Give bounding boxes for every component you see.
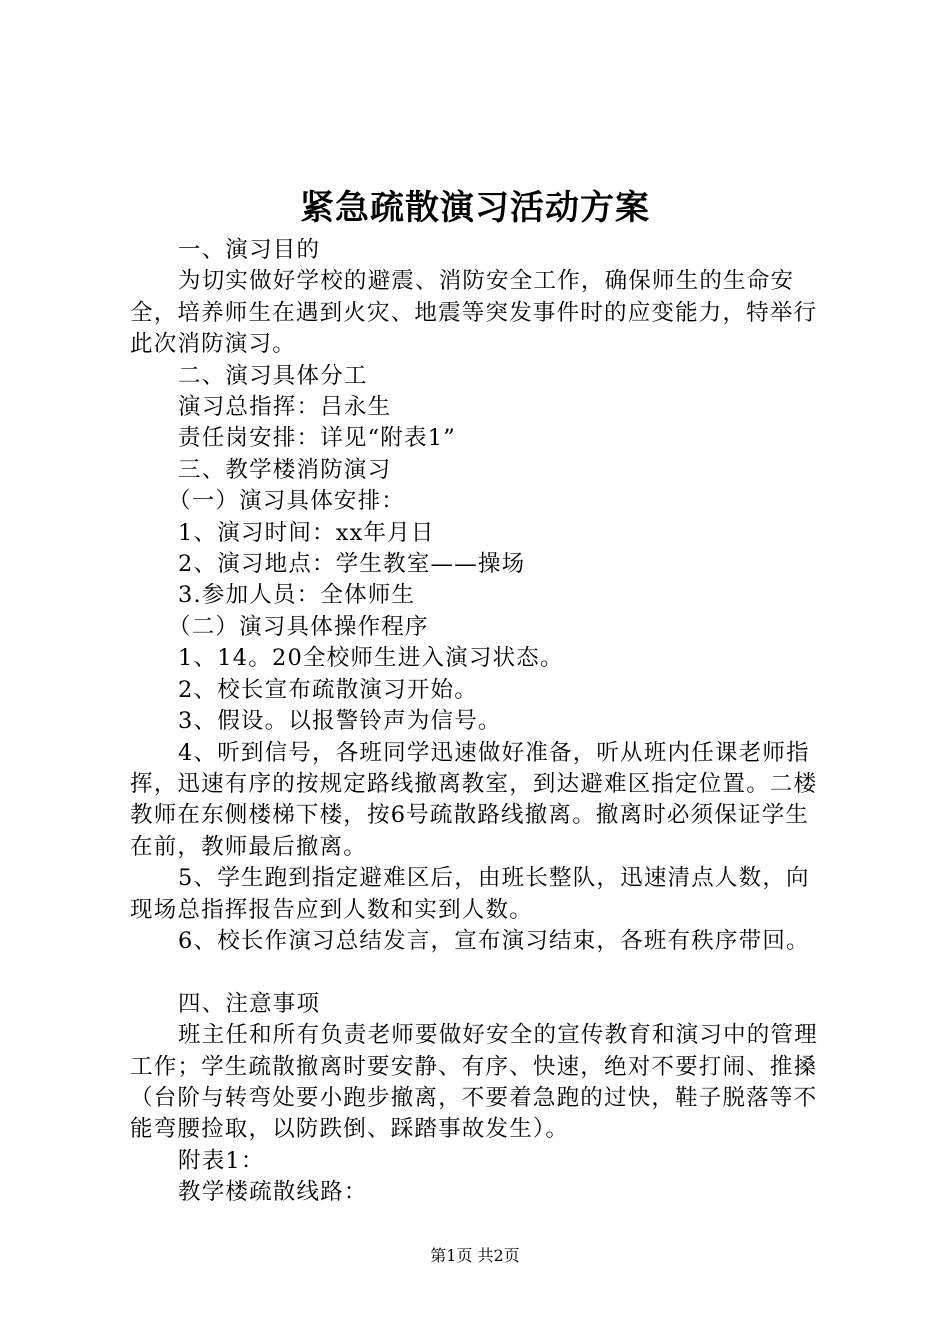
page-footer: 第1页 共2页 bbox=[430, 1246, 520, 1265]
procedure-step-1: 1、14。20全校师生进入演习状态。 bbox=[178, 645, 564, 672]
procedure-step-4: 4、听到信号，各班同学迅速做好准备，听从班内任课老师指挥，迅速有序的按规定路线撤离教室，到达避难区指定位置。二楼教师在东侧楼梯下楼，按6号疏散路线撤离。撤离时必须保证学生在前，教师最后撤离。 bbox=[130, 739, 818, 860]
document-body bbox=[130, 235, 830, 1209]
paragraph-commander: 演习总指挥：吕永生 bbox=[178, 394, 392, 421]
subsection-heading-arrangement: （一）演习具体安排： bbox=[168, 488, 406, 515]
evacuation-route-label: 教学楼疏散线路： bbox=[178, 1179, 368, 1206]
paragraph-purpose: 为切实做好学校的避震、消防安全工作，确保师生的生命安全，培养师生在遇到火灾、地震等突发事件时的应变能力，特举行此次消防演习。 bbox=[130, 268, 818, 358]
procedure-step-3: 3、假设。以报警铃声为信号。 bbox=[178, 708, 502, 735]
section-heading-division: 二、演习具体分工 bbox=[178, 362, 368, 389]
section-heading-drill: 三、教学楼消防演习 bbox=[178, 456, 392, 483]
document-title: 紧急疏散演习活动方案 bbox=[300, 188, 650, 228]
section-heading-notes: 四、注意事项 bbox=[178, 990, 321, 1017]
list-item-time: 1、演习时间：xx年月日 bbox=[178, 519, 435, 546]
list-item-participants: 3.参加人员：全体师生 bbox=[178, 582, 416, 609]
paragraph-notes: 班主任和所有负责老师要做好安全的宣传教育和演习中的管理工作；学生疏散撤离时要安静、有序、快速，绝对不要打闹、推搡（台阶与转弯处要小跑步撤离，不要着急跑的过快，鞋子脱落等不能弯腰捡取，以防跌倒、踩踏事故发生）。 bbox=[130, 1022, 818, 1143]
list-item-location: 2、演习地点：学生教室——操场 bbox=[178, 551, 526, 578]
appendix-label: 附表1： bbox=[178, 1147, 265, 1174]
section-heading-purpose: 一、演习目的 bbox=[178, 237, 321, 263]
subsection-heading-procedure: （二）演习具体操作程序 bbox=[168, 613, 429, 640]
procedure-step-6: 6、校长作演习总结发言，宣布演习结束，各班有秩序带回。 bbox=[178, 927, 810, 954]
paragraph-duty-arrangement: 责任岗安排：详见“附表1” bbox=[178, 425, 456, 452]
blank-line bbox=[130, 957, 830, 988]
procedure-step-5: 5、学生跑到指定避难区后，由班长整队，迅速清点人数，向现场总指挥报告应到人数和实到人数。 bbox=[130, 865, 810, 923]
procedure-step-2: 2、校长宣布疏散演习开始。 bbox=[178, 676, 478, 703]
